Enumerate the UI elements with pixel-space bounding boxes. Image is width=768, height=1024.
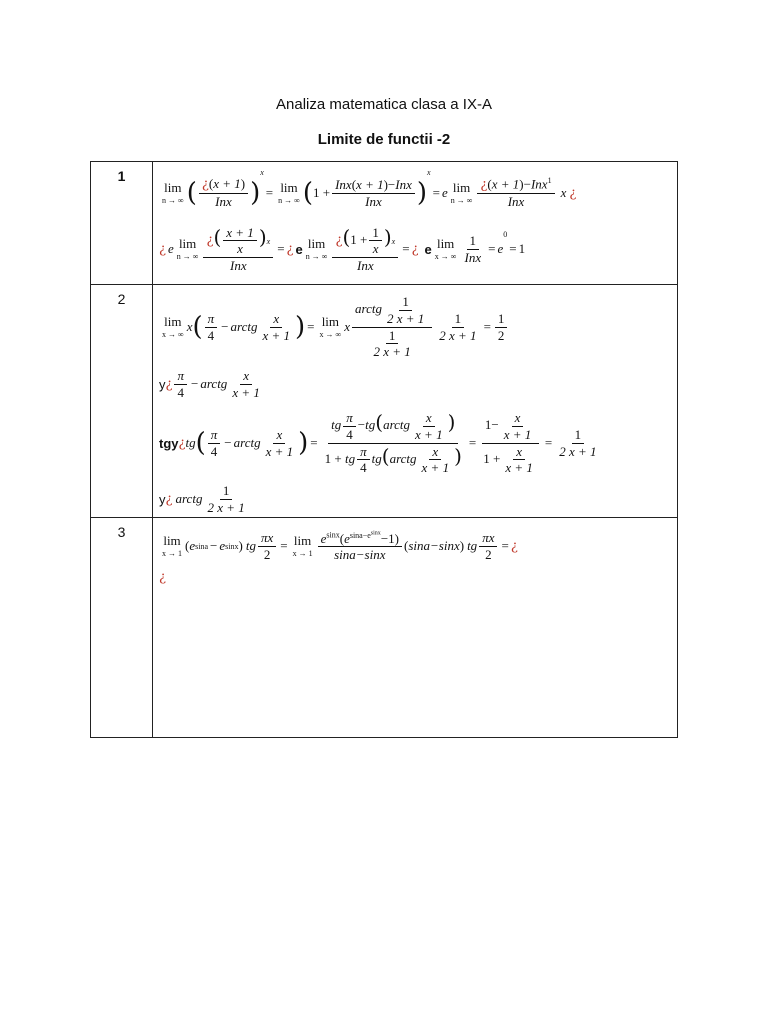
- table-row: [91, 285, 678, 518]
- equation-line: lim x → ∞ x ( $\frac{\pi}{4}$ − arctg $\frac{x}{x + 1}$ ) = lim x → ∞ x arctg $\frac{1}{2 x + 1}$ $\frac{1}{2 x + 1}$ $\frac{1}{2 x + 1}$ = $\frac{1}{2}$: [159, 291, 671, 363]
- equation-line: y ¿ arctg $\frac{1}{2 x + 1}$: [159, 482, 245, 515]
- table-row: [91, 162, 678, 285]
- equation-line: tgy ¿ tg ( $\frac{\pi}{4}$ − arctg $\frac{x}{x + 1}$ ) = tg $\frac{\pi}{4}$ −tg(arctg $\frac{x}{x + 1}$ ) 1 + tg $\frac{\pi}{4}$ tg(arctg $\frac{x}{x + 1}$ ) = 1− $\frac{x}{x + 1}$ 1 + $\frac{x}{x + 1}$ = $\frac{1}{2 x + 1}$: [159, 410, 597, 476]
- equation-line: ¿ e lim n → ∞ ¿( $\frac{x + 1}{x}$ )x Inx = ¿ e lim n → ∞ ¿(1 + $\frac{1}{x}$ )x Inx = ¿ e lim x → ∞ $\frac{1}{\text{Inx}}$ = e 0 = 1: [159, 224, 526, 273]
- equation-line: lim x → 1 ( e sina − e sinx ) tg $\frac{\pi x}{2}$ = lim x → 1 $\frac{e^{sinx}(e^{sina-e^{sinx}}-1)}{\sin a-\sin x}$ ( sina−sinx ) tg $\frac{\pi x}{2}$ = ¿: [162, 529, 518, 563]
- row-number: 2: [91, 285, 153, 518]
- equation-line: ¿: [159, 569, 166, 585]
- row-number: 1: [91, 162, 153, 285]
- row-content: [153, 285, 678, 518]
- row-content: [153, 518, 678, 738]
- document-subtitle: Limite de functii -2: [317, 131, 451, 148]
- table-row: [91, 518, 678, 738]
- limits-table: [90, 161, 678, 738]
- row-number: 3: [91, 518, 153, 738]
- equation-line: y ¿ $\frac{\pi}{4}$ − arctg $\frac{x}{x + 1}$: [159, 367, 260, 400]
- document-title: Analiza matematica clasa a IX-A: [276, 96, 492, 113]
- equation-line: lim n → ∞ ( $\frac{¿(x + 1)}{\text{Inx}}$ ) x = lim n → ∞ ( 1 + $\frac{\text{Inx(x + 1)−Inx}}{\text{Inx}}$ ) x = e lim n → ∞ $\frac{¿(x + 1)-Inx^1}{\text{Inx}}$ x ¿: [162, 168, 577, 210]
- row-content: [153, 162, 678, 285]
